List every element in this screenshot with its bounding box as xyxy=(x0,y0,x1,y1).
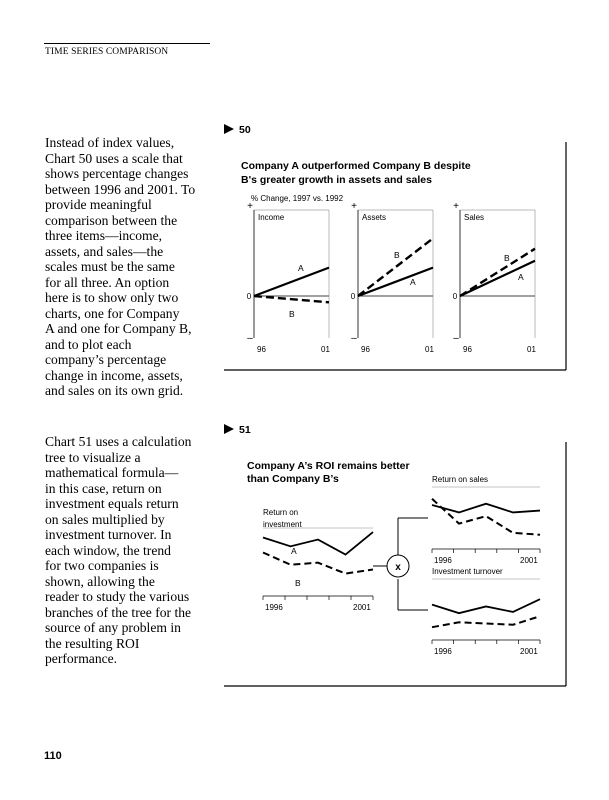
zero-label: 0 xyxy=(246,292,252,301)
paragraph-line: for two companies is xyxy=(45,558,159,573)
panel-income xyxy=(247,201,331,354)
zero-label: 0 xyxy=(350,292,356,301)
chart-50 xyxy=(224,138,569,372)
paragraph-line: the resulting ROI xyxy=(45,635,140,651)
panel-title: Income xyxy=(258,213,285,222)
chart-51-title-line-1: Company A’s ROI remains better xyxy=(247,460,410,472)
x-end-label: 2001 xyxy=(353,603,371,612)
series-a-line xyxy=(460,261,535,296)
series-label: B xyxy=(295,578,301,588)
zero-label: 0 xyxy=(452,292,458,301)
series-b-line xyxy=(460,249,535,296)
x-start-label: 1996 xyxy=(265,603,283,612)
panel-sales xyxy=(453,201,537,354)
chart-51-number xyxy=(224,424,251,436)
x-end-label: 2001 xyxy=(520,647,538,656)
paragraph-line: branches of the tree for the xyxy=(45,604,192,620)
paragraph-line: tree to visualize a xyxy=(45,449,141,465)
paragraph-line: each window, the trend xyxy=(45,542,171,558)
header-rule xyxy=(44,43,210,44)
paragraph-line: investment turnover. In xyxy=(45,527,172,542)
x-start-label: 96 xyxy=(257,345,266,354)
paragraph-line: Chart 51 uses a calculation xyxy=(45,434,192,449)
paragraph-line: comparison between the xyxy=(45,212,178,228)
chart-50-subtitle: % Change, 1997 vs. 1992 xyxy=(251,194,344,203)
series-a-line xyxy=(432,599,540,613)
minus-label: – xyxy=(351,333,357,344)
minus-label: – xyxy=(453,333,459,344)
paragraph-line: investment equals return xyxy=(45,496,179,511)
x-end-label: 01 xyxy=(527,345,536,354)
series-label: B xyxy=(289,309,295,319)
paragraph-line: shown, allowing the xyxy=(45,573,155,589)
paragraph-line: mathematical formula— xyxy=(45,465,179,480)
x-start-label: 96 xyxy=(361,345,370,354)
paragraph-line: reader to study the various xyxy=(45,589,190,604)
window-label: investment xyxy=(263,520,302,529)
series-a-line xyxy=(263,532,373,554)
paragraph-line: source of any problem in xyxy=(45,620,181,635)
series-label: A xyxy=(410,277,416,287)
paragraph-chart-50 xyxy=(45,135,225,399)
x-start-label: 1996 xyxy=(434,647,452,656)
paragraph-line: on sales multiplied by xyxy=(45,511,165,527)
paragraph-line: A and one for Company B, xyxy=(45,321,192,336)
page-number: 110 xyxy=(44,750,62,762)
series-b-line xyxy=(432,616,540,627)
x-end-label: 2001 xyxy=(520,556,538,565)
chart-50-title-line-1: Company A outperformed Company B despite xyxy=(241,160,471,172)
x-start-label: 96 xyxy=(463,345,472,354)
paragraph-line: scales must be the same xyxy=(45,259,175,274)
multiply-icon: x xyxy=(395,562,401,573)
panel-title: Sales xyxy=(464,213,485,222)
paragraph-line: shows percentage changes xyxy=(45,166,189,181)
window-label: Return on xyxy=(263,508,299,517)
chart-50-number-text: 50 xyxy=(239,124,251,136)
window-label: Investment turnover xyxy=(432,567,503,576)
paragraph-line: Instead of index values, xyxy=(45,135,175,150)
paragraph-line: here is to show only two xyxy=(45,290,179,305)
paragraph-line: performance. xyxy=(45,651,118,666)
plus-label: + xyxy=(351,201,357,212)
chart-51 xyxy=(224,438,569,688)
series-label: B xyxy=(394,250,400,260)
series-label: B xyxy=(504,253,510,263)
series-a-line xyxy=(432,504,540,513)
series-b-line xyxy=(263,552,373,573)
series-a-line xyxy=(358,268,433,296)
paragraph-line: provide meaningful xyxy=(45,197,152,212)
series-a-line xyxy=(254,268,329,296)
chart-51-title-line-2: than Company B’s xyxy=(247,473,339,485)
window-label: Return on sales xyxy=(432,475,489,484)
pointer-triangle-icon xyxy=(224,424,234,434)
x-start-label: 1996 xyxy=(434,556,452,565)
minus-label: – xyxy=(247,333,253,344)
paragraph-line: in this case, return on xyxy=(45,480,162,496)
window-return-on-sales xyxy=(432,475,540,565)
chart-50-number xyxy=(224,124,251,136)
x-end-label: 01 xyxy=(321,345,330,354)
plus-label: + xyxy=(247,201,253,212)
panel-assets xyxy=(351,201,435,354)
paragraph-line: Chart 50 uses a scale that xyxy=(45,150,183,166)
panel-title: Assets xyxy=(362,213,387,222)
series-label: A xyxy=(298,263,304,273)
series-b-line xyxy=(254,296,329,302)
pointer-triangle-icon xyxy=(224,124,234,134)
paragraph-line: and to plot each xyxy=(45,336,132,352)
paragraph-line: three items—income, xyxy=(45,228,163,243)
paragraph-line: charts, one for Company xyxy=(45,305,180,321)
x-end-label: 01 xyxy=(425,345,434,354)
series-b-line xyxy=(358,238,433,296)
running-header: TIME SERIES COMPARISON xyxy=(45,47,169,57)
window-roi xyxy=(263,508,373,612)
paragraph-line: assets, and sales—the xyxy=(45,243,164,259)
paragraph-chart-51 xyxy=(45,434,225,667)
plus-label: + xyxy=(453,201,459,212)
paragraph-line: change in income, assets, xyxy=(45,367,183,383)
paragraph-line: and sales on its own grid. xyxy=(45,383,184,398)
series-label: A xyxy=(518,272,524,282)
paragraph-line: between 1996 and 2001. To xyxy=(45,181,196,197)
paragraph-line: company’s percentage xyxy=(45,352,167,367)
series-label: A xyxy=(291,546,297,556)
chart-50-title-line-2: B's greater growth in assets and sales xyxy=(241,174,432,186)
paragraph-line: for all three. An option xyxy=(45,274,170,290)
window-investment-turnover xyxy=(432,567,540,656)
chart-51-number-text: 51 xyxy=(239,424,251,436)
